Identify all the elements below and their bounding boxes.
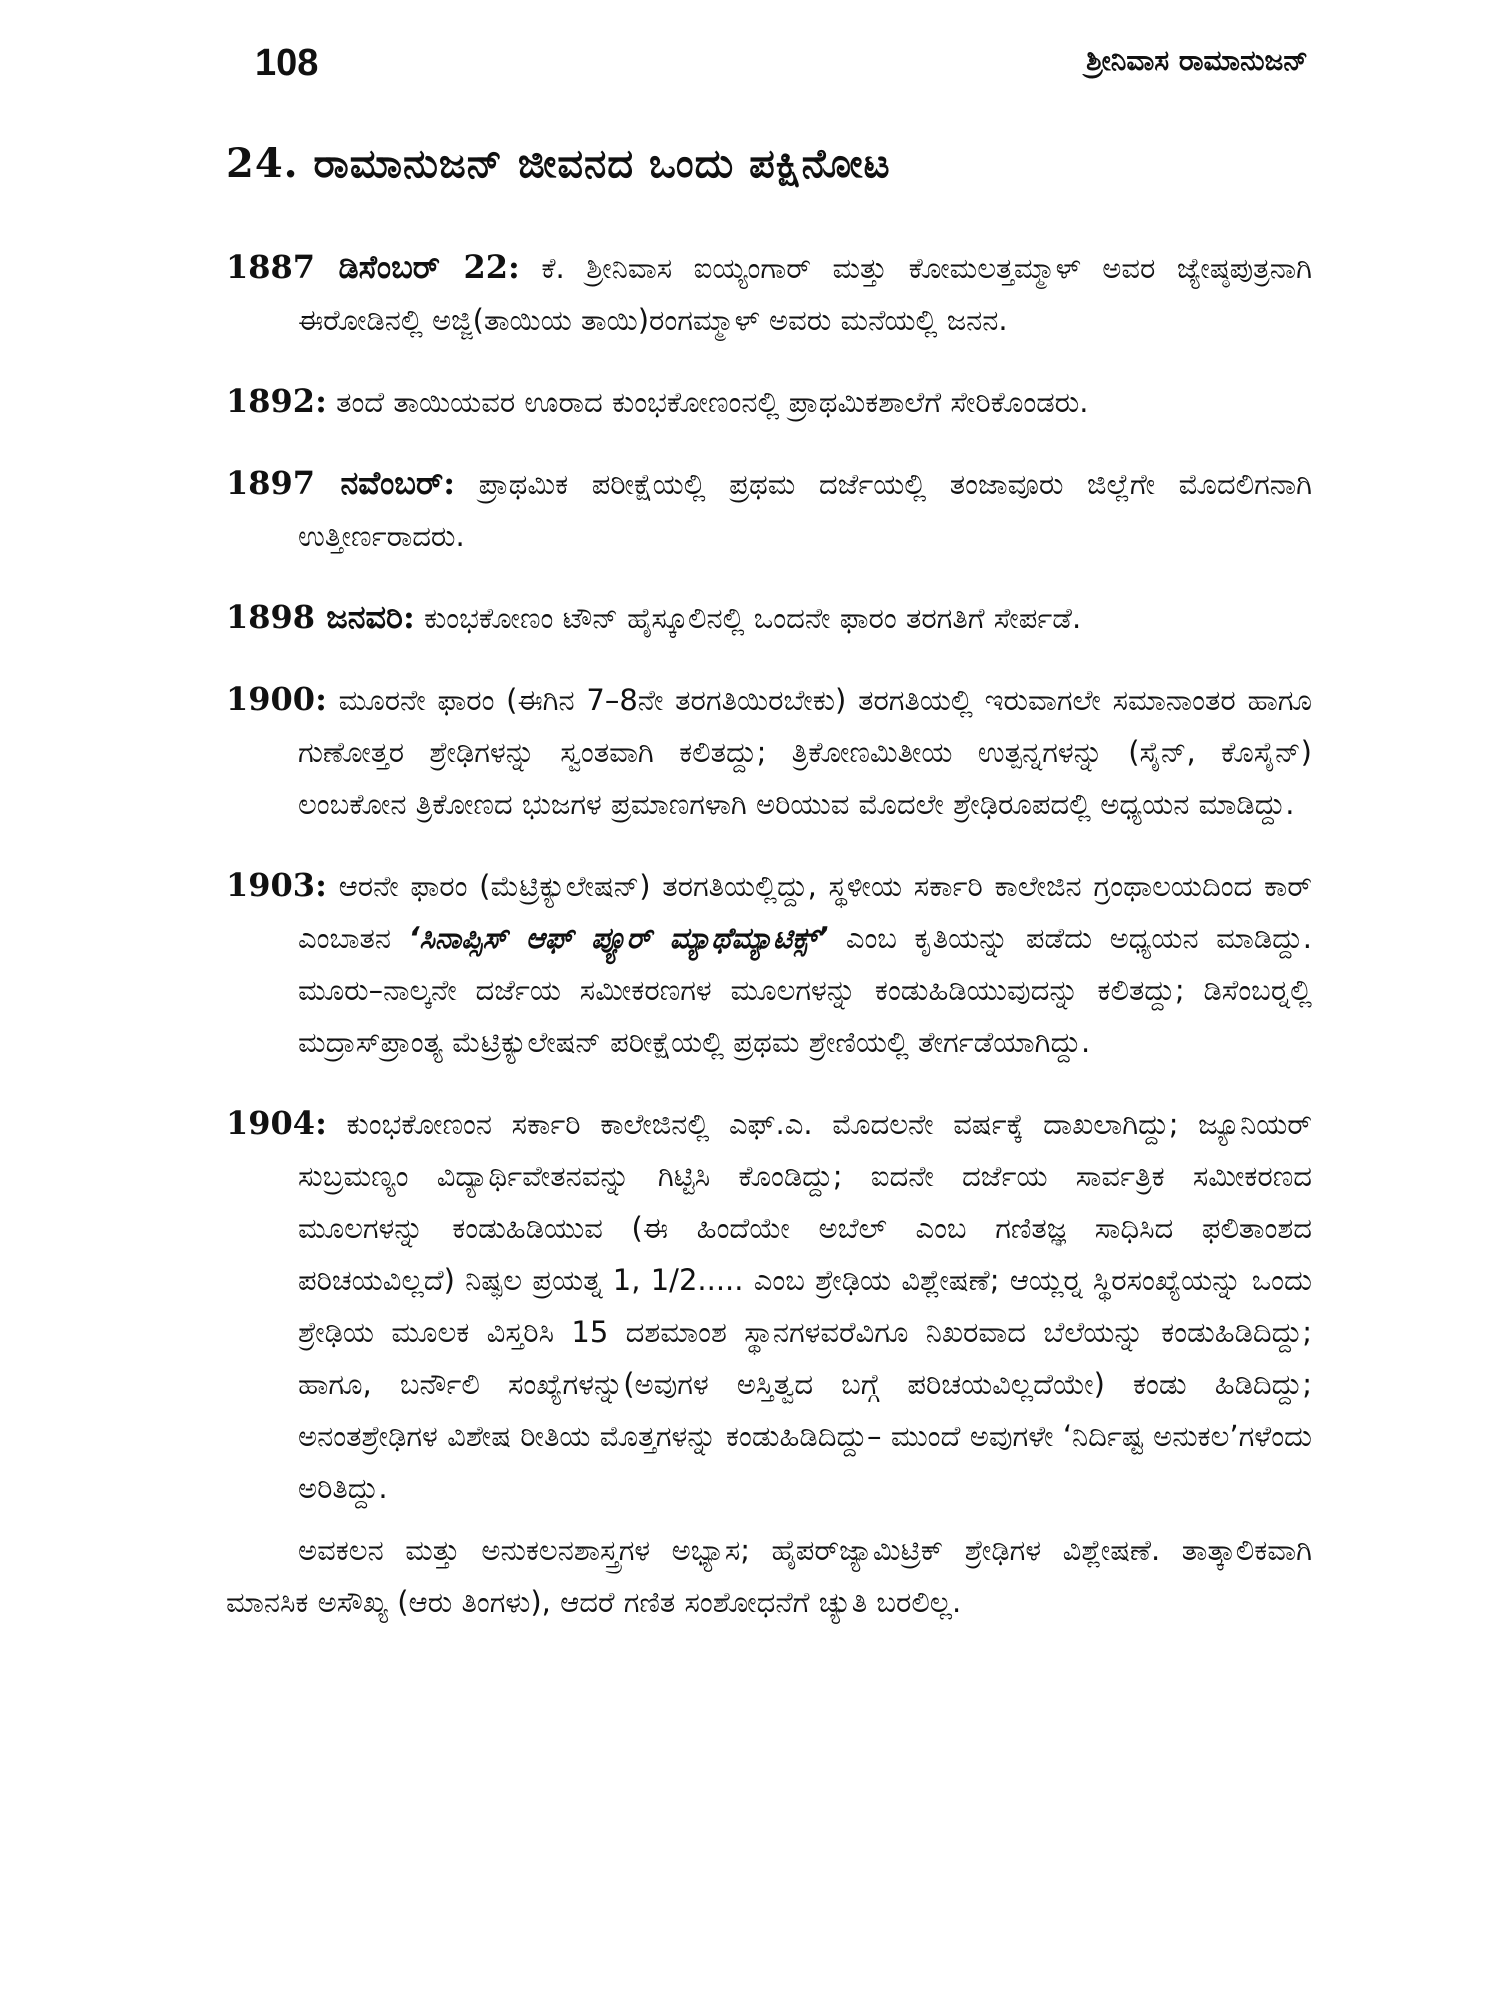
- timeline-entry: [226, 859, 1312, 1068]
- entry-text: ಕುಂಭಕೋಣಂ ಟೌನ್ ಹೈಸ್ಕೂಲಿನಲ್ಲಿ ಒಂದನೇ ಫಾರಂ ತರಗತಿಗೆ ಸೇರ್ಪಡೆ.: [423, 601, 1082, 635]
- timeline-entry: [226, 457, 1312, 562]
- entry-text: ಮೂರನೇ ಫಾರಂ (ಈಗಿನ 7–8ನೇ ತರಗತಿಯಿರಬೇಕು) ತರಗತಿಯಲ್ಲಿ ಇರುವಾಗಲೇ ಸಮಾನಾಂತರ ಹಾಗೂ ಗುಣೋತ್ತರ ಶ್ರೇಢಿಗಳನ್ನು ಸ್ವಂತವಾಗಿ ಕಲಿತದ್ದು; ತ್ರಿಕೋಣಮಿತೀಯ ಉತ್ಪನ್ನಗಳನ್ನು (ಸೈನ್, ಕೊಸೈನ್) ಲಂಬಕೋನ ತ್ರಿಕೋಣದ ಭುಜಗಳ ಪ್ರಮಾಣಗಳಾಗಿ ಅರಿಯುವ ಮೊದಲೇ ಶ್ರೇಢಿರೂಪದಲ್ಲಿ ಅಧ್ಯಯನ ಮಾಡಿದ್ದು.: [298, 683, 1312, 821]
- book-title: ‘ಸಿನಾಪ್ಸಿಸ್ ಆಫ್ ಪ್ಯೂರ್ ಮ್ಯಾಥೆಮ್ಯಾಟಿಕ್ಸ್’: [408, 921, 829, 955]
- timeline-entry: [226, 591, 1312, 644]
- entry-date: 1900:: [226, 680, 327, 718]
- page-number: 108: [255, 42, 319, 84]
- entry-date: 1904:: [226, 1104, 327, 1142]
- entry-text: ಆರನೇ ಫಾರಂ (ಮೆಟ್ರಿಕ್ಯುಲೇಷನ್) ತರಗತಿಯಲ್ಲಿದ್ದು, ಸ್ಥಳೀಯ ಸರ್ಕಾರಿ ಕಾಲೇಜಿನ ಗ್ರಂಥಾಲಯದಿಂದ ಕಾರ್ ಎಂಬಾತನ: [298, 869, 1313, 955]
- entry-date: 1892:: [226, 382, 327, 420]
- timeline-content: [226, 212, 1312, 1657]
- closing-paragraph: ಅವಕಲನ ಮತ್ತು ಅನುಕಲನಶಾಸ್ತ್ರಗಳ ಅಭ್ಯಾಸ; ಹೈಪರ್‌ಜ್ಯಾಮಿಟ್ರಿಕ್ ಶ್ರೇಢಿಗಳ ವಿಶ್ಲೇಷಣೆ. ತಾತ್ಕಾಲಿಕವಾಗಿ ಮಾನಸಿಕ ಅಸೌಖ್ಯ (ಆರು ತಿಂಗಳು), ಆದರೆ ಗಣಿತ ಸಂಶೋಧನೆಗೆ ಚ್ಯುತಿ ಬರಲಿಲ್ಲ.: [226, 1533, 1312, 1619]
- timeline-entry: [226, 241, 1312, 346]
- running-head: ಶ್ರೀನಿವಾಸ ರಾಮಾನುಜನ್: [1086, 44, 1308, 77]
- timeline-entry: [226, 375, 1312, 428]
- entry-date: 1898 ಜನವರಿ:: [226, 598, 415, 636]
- entry-text: ಕೆ. ಶ್ರೀನಿವಾಸ ಐಯ್ಯಂಗಾರ್ ಮತ್ತು ಕೋಮಲತ್ತಮ್ಮಾಳ್ ಅವರ ಜ್ಯೇಷ್ಠಪುತ್ರನಾಗಿ ಈರೋಡಿನಲ್ಲಿ ಅಜ್ಜಿ(ತಾಯಿಯ ತಾಯಿ)ರಂಗಮ್ಮಾಳ್ ಅವರು ಮನೆಯಲ್ಲಿ ಜನನ.: [298, 251, 1312, 337]
- chapter-title: 24. ರಾಮಾನುಜನ್ ಜೀವನದ ಒಂದು ಪಕ್ಷಿನೋಟ: [226, 140, 891, 187]
- entry-text: ಎಂಬ ಕೃತಿಯನ್ನು ಪಡೆದು ಅಧ್ಯಯನ ಮಾಡಿದ್ದು. ಮೂರು–ನಾಲ್ಕನೇ ದರ್ಜೆಯ ಸಮೀಕರಣಗಳ ಮೂಲಗಳನ್ನು ಕಂಡುಹಿಡಿಯುವುದನ್ನು ಕಲಿತದ್ದು; ಡಿಸೆಂಬರ್‍ನಲ್ಲಿ ಮದ್ರಾಸ್‌ಪ್ರಾಂತ್ಯ ಮೆಟ್ರಿಕ್ಯುಲೇಷನ್ ಪರೀಕ್ಷೆಯಲ್ಲಿ ಪ್ರಥಮ ಶ್ರೇಣಿಯಲ್ಲಿ ತೇರ್ಗಡೆಯಾಗಿದ್ದು.: [298, 921, 1312, 1059]
- timeline-entry: [226, 673, 1312, 830]
- entry-text: ಕುಂಭಕೋಣಂನ ಸರ್ಕಾರಿ ಕಾಲೇಜಿನಲ್ಲಿ ಎಫ್.ಎ. ಮೊದಲನೇ ವರ್ಷಕ್ಕೆ ದಾಖಲಾಗಿದ್ದು; ಜ್ಯೂನಿಯರ್ ಸುಬ್ರಮಣ್ಯಂ ವಿದ್ಯಾರ್ಥಿವೇತನವನ್ನು ಗಿಟ್ಟಿಸಿ ಕೊಂಡಿದ್ದು; ಐದನೇ ದರ್ಜೆಯ ಸಾರ್ವತ್ರಿಕ ಸಮೀಕರಣದ ಮೂಲಗಳನ್ನು ಕಂಡುಹಿಡಿಯುವ (ಈ ಹಿಂದೆಯೇ ಅಬೆಲ್ ಎಂಬ ಗಣಿತಜ್ಞ ಸಾಧಿಸಿದ ಫಲಿತಾಂಶದ ಪರಿಚಯವಿಲ್ಲದೆ) ನಿಷ್ಫಲ ಪ್ರಯತ್ನ 1, 1/2..... ಎಂಬ ಶ್ರೇಢಿಯ ವಿಶ್ಲೇಷಣೆ; ಆಯ್ಲರ್‍ನ ಸ್ಥಿರಸಂಖ್ಯೆಯನ್ನು ಒಂದು ಶ್ರೇಢಿಯ ಮೂಲಕ ವಿಸ್ತರಿಸಿ 15 ದಶಮಾಂಶ ಸ್ಥಾನಗಳವರೆವಿಗೂ ನಿಖರವಾದ ಬೆಲೆಯನ್ನು ಕಂಡುಹಿಡಿದಿದ್ದು; ಹಾಗೂ, ಬರ್ನೌಲಿ ಸಂಖ್ಯೆಗಳನ್ನು(ಅವುಗಳ ಅಸ್ತಿತ್ವದ ಬಗ್ಗೆ ಪರಿಚಯವಿಲ್ಲದೆಯೇ) ಕಂಡು ಹಿಡಿದಿದ್ದು; ಅನಂತಶ್ರೇಢಿಗಳ ವಿಶೇಷ ರೀತಿಯ ಮೊತ್ತಗಳನ್ನು ಕಂಡುಹಿಡಿದಿದ್ದು– ಮುಂದೆ ಅವುಗಳೇ ‘ನಿರ್ದಿಷ್ಟ ಅನುಕಲ’ಗಳೆಂದು ಅರಿತಿದ್ದು.: [298, 1107, 1312, 1505]
- entry-text: ಪ್ರಾಥಮಿಕ ಪರೀಕ್ಷೆಯಲ್ಲಿ ಪ್ರಥಮ ದರ್ಜೆಯಲ್ಲಿ ತಂಜಾವೂರು ಜಿಲ್ಲೆಗೇ ಮೊದಲಿಗನಾಗಿ ಉತ್ತೀರ್ಣರಾದರು.: [298, 467, 1312, 553]
- timeline-entry: [226, 1097, 1312, 1514]
- entry-date: 1887 ಡಿಸೆಂಬರ್ 22:: [226, 248, 520, 286]
- entry-date: 1897 ನವೆಂಬರ್:: [226, 464, 456, 502]
- entry-text: ತಂದೆ ತಾಯಿಯವರ ಊರಾದ ಕುಂಭಕೋಣಂನಲ್ಲಿ ಪ್ರಾಥಮಿಕಶಾಲೆಗೆ ಸೇರಿಕೊಂಡರು.: [336, 385, 1089, 419]
- entry-date: 1903:: [226, 866, 327, 904]
